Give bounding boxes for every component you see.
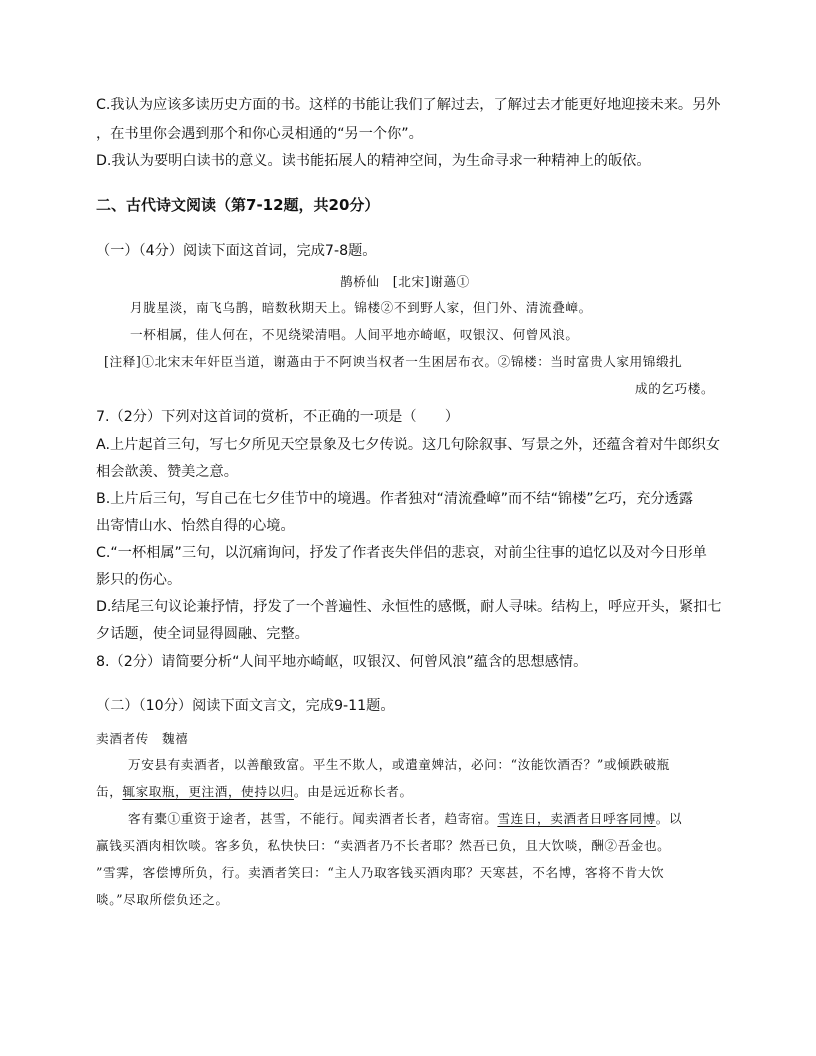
option-d-line: D.我认为要明白读书的意义。读书能拓展人的精神空间，为生命寻求一种精神上的皈依。 xyxy=(96,153,651,169)
option-c-line-2: ，在书里你会遇到那个和你心灵相通的“另一个你”。 xyxy=(96,126,423,142)
question-8: 8.（2分）请简要分析“人间平地亦崎岖，叹银汉、何曾风浪”蕴含的思想感情。 xyxy=(96,654,588,670)
section-heading: 二、古代诗文阅读（第7-12题，共20分） xyxy=(96,196,380,214)
prose-line-1: 万安县有卖酒者，以善酿致富。平生不欺人，或遣童婢沽，必问：“汝能饮酒否？”或倾跌破瓶 xyxy=(128,757,670,772)
q7-option-c-line-1: C.“一杯相属”三句，以沉痛询问，抒发了作者丧失伴侣的悲哀，对前尘往事的追忆以及对今日形单 xyxy=(96,545,707,561)
prose-line-2-start: 缶， xyxy=(96,784,123,799)
option-c-line-1: C.我认为应该多读历史方面的书。这样的书能让我们了解过去，了解过去才能更好地迎接未来。另外 xyxy=(96,97,721,113)
prose-line-2 xyxy=(96,782,413,802)
poem-line-2: 一杯相属，佳人何在，不见绕梁清唱。人间平地亦崎岖，叹银汉、何曾风浪。 xyxy=(130,327,579,342)
poem-line-1: 月胧星淡，南飞乌鹊，暗数秋期天上。锦楼②不到野人家，但门外、清流叠嶂。 xyxy=(130,300,592,315)
poem-title: 鹊桥仙 [北宋]谢薖① xyxy=(340,274,470,289)
annotation-line-2: 成的乞巧楼。 xyxy=(635,381,715,396)
prose-line-3 xyxy=(128,809,682,829)
prose-line-5: ”雪霁，客偿博所负，行。卖酒者笑曰：“主人乃取客钱买酒肉耶？天寒甚，不名博，客将不肯大饮 xyxy=(96,865,665,880)
underlined-sentence-1: 辄家取瓶，更注酒，使持以归 xyxy=(122,784,294,799)
q7-option-a-line-1: A.上片起首三句，写七夕所见天空景象及七夕传说。这几句除叙事、写景之外，还蕴含着对牛郎织女 xyxy=(96,437,721,453)
prose-line-3-start: 客有橐①重资于途者，甚雪，不能行。闻卖酒者长者，趋寄宿。 xyxy=(128,811,498,826)
q7-option-d-line-1: D.结尾三句议论兼抒情，抒发了一个普遍性、永恒性的感慨，耐人寻味。结构上，呼应开头，紧扣七 xyxy=(96,599,722,615)
q7-option-c-line-2: 影只的伤心。 xyxy=(96,572,182,588)
prose-line-4: 赢钱买酒肉相饮啖。客多负，私快快曰：“卖酒者乃不长者耶？然吾已负，且大饮啖，酬②吾金也。 xyxy=(96,838,671,853)
q7-option-a-line-2: 相会歆羡、赞美之意。 xyxy=(96,464,238,480)
part-one-heading: （一）（4分）阅读下面这首词，完成7-8题。 xyxy=(96,243,377,259)
prose-title: 卖酒者传 魏禧 xyxy=(96,731,189,746)
prose-line-3-end: 。以 xyxy=(655,811,683,826)
annotation-line-1: [注释]①北宋末年奸臣当道，谢薖由于不阿谀当权者一生困居布衣。②锦楼：当时富贵人家用锦缎扎 xyxy=(104,354,683,369)
underlined-sentence-2: 雪连日，卖酒者日呼客同博 xyxy=(497,811,656,826)
q7-option-d-line-2: 夕话题，使全词显得圆融、完整。 xyxy=(96,626,309,642)
prose-line-6: 啖。”尽取所偿负还之。 xyxy=(96,892,229,907)
question-7: 7.（2分）下列对这首词的赏析，不正确的一项是（ ） xyxy=(96,409,460,425)
q7-option-b-line-2: 出寄情山水、怡然自得的心境。 xyxy=(96,518,295,534)
part-two-heading: （二）（10分）阅读下面文言文，完成9-11题。 xyxy=(96,698,395,714)
q7-option-b-line-1: B.上片后三句，写自己在七夕佳节中的境遇。作者独对“清流叠嶂”而不结“锦楼”乞巧，充分透露 xyxy=(96,491,693,507)
prose-line-2-end: 。由是远近称长者。 xyxy=(293,784,413,799)
